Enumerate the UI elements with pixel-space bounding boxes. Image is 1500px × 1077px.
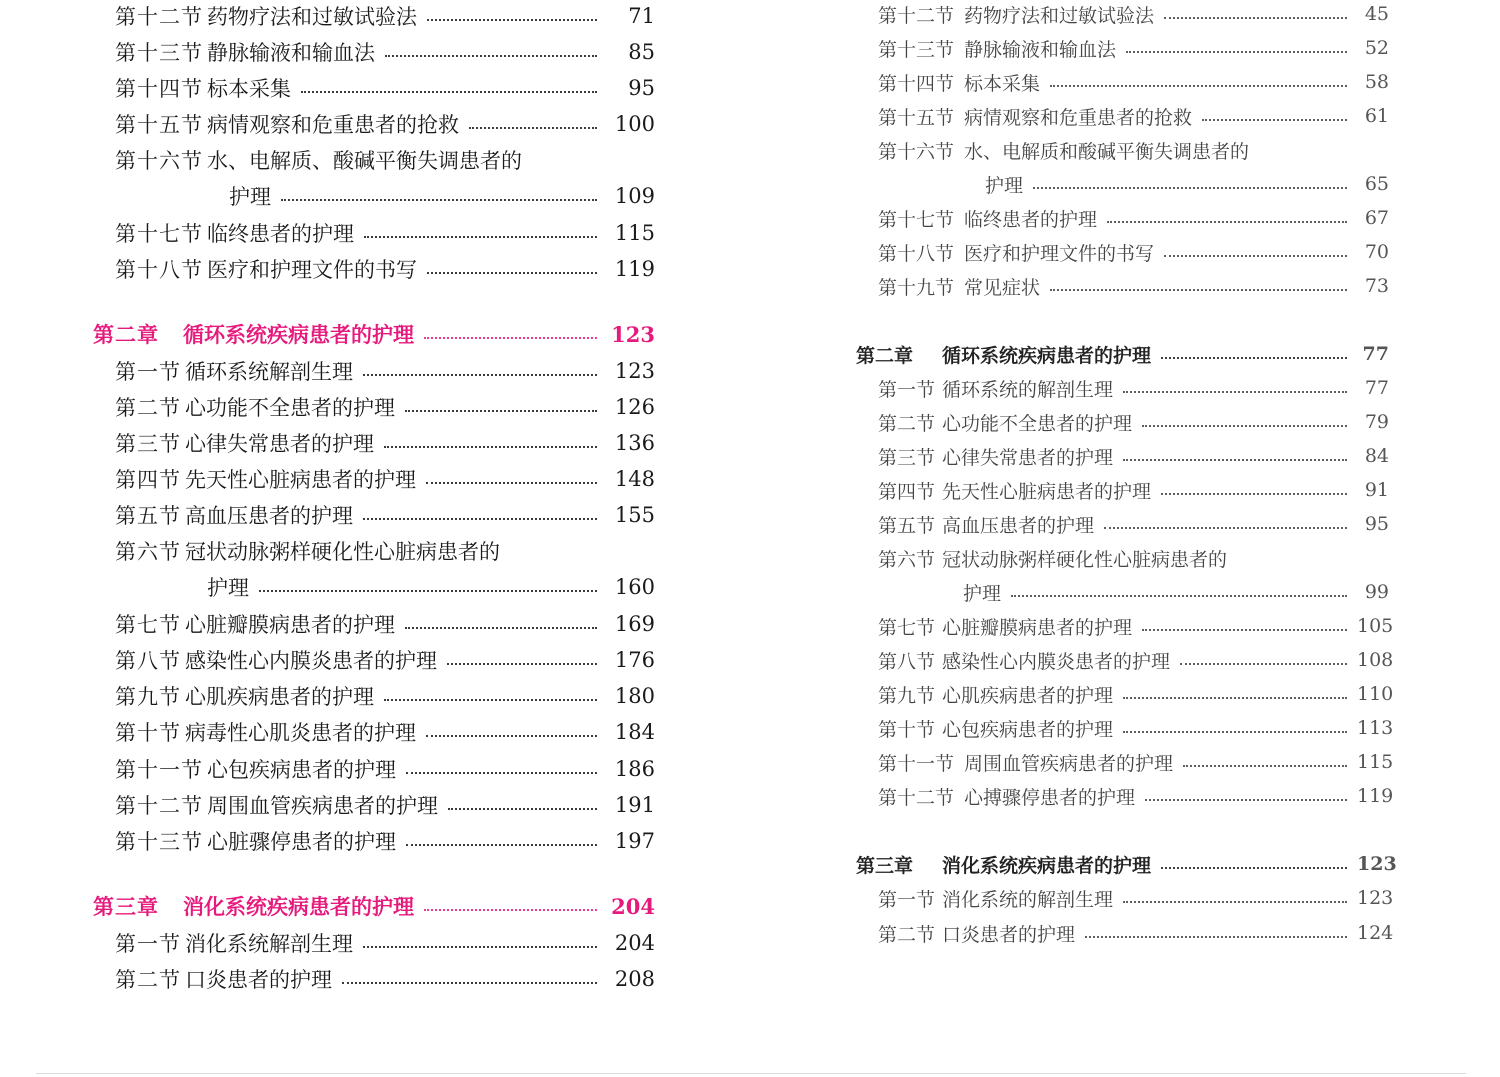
page-number: 113 [1357,717,1394,739]
section-number: 第十三节 [878,38,955,61]
page-number: 123 [1357,887,1394,909]
page-number: 136 [614,431,655,455]
toc-section-row [878,544,1389,572]
toc-section-row [115,965,655,993]
toc-section-row [229,182,655,210]
dot-leader [405,410,597,412]
toc-section-row [115,682,655,710]
dot-leader [406,772,597,774]
toc-section-row [115,827,655,855]
toc-chapter-row [856,850,1397,878]
page-number: 197 [614,829,655,853]
chapter-number: 第三章 [856,854,914,877]
page-number: 58 [1364,71,1389,93]
dot-leader [1202,119,1347,121]
page-number: 105 [1357,615,1394,637]
dot-leader [363,518,597,520]
chapter-title: 循环系统疾病患者的护理 [942,344,1152,367]
dot-leader [447,663,597,665]
section-number: 第八节 [115,649,181,673]
dot-leader [1142,425,1347,427]
page-number: 110 [1357,683,1394,705]
toc-section-row [115,146,655,174]
toc-section-row [878,442,1389,470]
dot-leader [1050,289,1347,291]
toc-section-row [115,219,655,247]
section-number: 第十五节 [878,106,955,129]
page-number: 160 [614,575,655,599]
page-number: 119 [614,257,655,281]
section-number: 第一节 [878,888,936,911]
section-number: 第二节 [115,968,181,992]
section-title: 病毒性心肌炎患者的护理 [185,721,416,745]
section-title: 循环系统的解剖生理 [942,378,1114,401]
dot-leader [1161,357,1347,359]
section-title: 水、电解质、酸碱平衡失调患者的 [207,149,522,173]
page-number: 77 [1362,343,1389,365]
toc-section-row [878,714,1394,742]
section-number: 第四节 [878,480,936,503]
section-number: 第十二节 [878,4,955,27]
dot-leader [1011,595,1347,597]
dot-leader [363,946,597,948]
section-title: 标本采集 [964,72,1041,95]
page-number: 109 [614,184,655,208]
toc-section-row [878,680,1394,708]
section-number: 第十二节 [115,5,203,29]
dot-leader [364,236,597,238]
dot-leader [1123,391,1347,393]
dot-leader [301,91,597,93]
section-number: 第九节 [878,684,936,707]
section-number: 第十九节 [878,276,955,299]
section-title: 心肌疾病患者的护理 [942,684,1114,707]
section-title: 周围血管疾病患者的护理 [207,794,438,818]
page-number: 100 [614,112,655,136]
section-number: 第一节 [115,932,181,956]
dot-leader [1033,187,1347,189]
dot-leader [424,337,597,339]
page-number: 184 [614,720,655,744]
toc-section-row [115,718,655,746]
section-title: 心包疾病患者的护理 [207,758,396,782]
dot-leader [448,808,597,810]
section-title: 心脏瓣膜病患者的护理 [185,613,395,637]
chapter-number: 第二章 [93,322,159,347]
section-title: 冠状动脉粥样硬化性心脏病患者的 [942,548,1228,571]
section-number: 第十三节 [115,830,203,854]
toc-section-row [878,408,1389,436]
section-title: 心功能不全患者的护理 [942,412,1133,435]
page-number: 208 [614,967,655,991]
page-number: 71 [628,4,655,28]
section-title: 护理 [207,576,249,600]
section-number: 第六节 [878,548,936,571]
dot-leader [1183,765,1347,767]
page-number: 91 [1364,479,1389,501]
dot-leader [427,19,597,21]
dot-leader [1161,867,1347,869]
toc-section-row [115,501,655,529]
page-number: 45 [1364,3,1389,25]
section-title: 冠状动脉粥样硬化性心脏病患者的 [185,540,500,564]
page-number: 108 [1357,649,1394,671]
page-number: 123 [611,321,655,347]
section-number: 第一节 [878,378,936,401]
section-title: 心律失常患者的护理 [185,432,374,456]
page-number: 61 [1364,105,1389,127]
section-number: 第五节 [878,514,936,537]
dot-leader [281,199,597,201]
page-number: 99 [1364,581,1389,603]
section-title: 药物疗法和过敏试验法 [964,4,1155,27]
toc-section-row [115,357,655,385]
toc-section-row [878,476,1389,504]
section-number: 第八节 [878,650,936,673]
toc-section-row [878,646,1394,674]
toc-section-row [878,0,1389,28]
page-number: 123 [614,359,655,383]
toc-section-row [878,884,1394,912]
section-title: 护理 [229,185,271,209]
section-title: 心脏瓣膜病患者的护理 [942,616,1133,639]
page-number: 115 [1357,751,1394,773]
toc-section-row [878,748,1394,776]
section-number: 第十八节 [878,242,955,265]
dot-leader [1123,901,1347,903]
section-title: 临终患者的护理 [207,222,354,246]
page-number: 73 [1364,275,1389,297]
toc-section-row [878,782,1394,810]
page-number: 191 [614,793,655,817]
toc-section-row [878,612,1394,640]
toc-section-row [115,110,655,138]
dot-leader [427,272,597,274]
section-number: 第一节 [115,360,181,384]
section-title: 护理 [963,582,1002,605]
dot-leader [1145,799,1347,801]
page-number: 85 [628,40,655,64]
toc-section-row [878,374,1389,402]
page-number: 204 [611,893,655,919]
dot-leader [363,374,597,376]
page-number: 204 [614,931,655,955]
section-number: 第四节 [115,468,181,492]
section-number: 第二节 [115,396,181,420]
section-title: 水、电解质和酸碱平衡失调患者的 [964,140,1250,163]
section-title: 消化系统的解剖生理 [942,888,1114,911]
section-number: 第十节 [878,718,936,741]
section-number: 第九节 [115,685,181,709]
page-number: 77 [1364,377,1389,399]
section-title: 病情观察和危重患者的抢救 [207,113,459,137]
section-number: 第十二节 [878,786,955,809]
section-title: 静脉输液和输血法 [964,38,1117,61]
toc-section-row [115,429,655,457]
dot-leader [1107,221,1347,223]
page-number: 126 [614,395,655,419]
dot-leader [1104,527,1347,529]
section-title: 心功能不全患者的护理 [185,396,395,420]
section-title: 心律失常患者的护理 [942,446,1114,469]
toc-section-row [115,755,655,783]
toc-section-row [115,393,655,421]
section-title: 护理 [985,174,1024,197]
section-title: 高血压患者的护理 [942,514,1095,537]
chapter-number: 第二章 [856,344,914,367]
section-number: 第十五节 [115,113,203,137]
dot-leader [1123,731,1347,733]
chapter-title: 消化系统疾病患者的护理 [942,854,1152,877]
toc-section-row [115,646,655,674]
section-title: 常见症状 [964,276,1041,299]
toc-section-row [878,238,1389,266]
toc-section-row [115,465,655,493]
section-number: 第十三节 [115,41,203,65]
section-title: 医疗和护理文件的书写 [964,242,1155,265]
section-number: 第三节 [878,446,936,469]
section-title: 感染性心内膜炎患者的护理 [185,649,437,673]
section-number: 第十节 [115,721,181,745]
page-number: 84 [1364,445,1389,467]
dot-leader [406,844,597,846]
dot-leader [426,735,597,737]
chapter-title: 循环系统疾病患者的护理 [183,322,414,347]
dot-leader [469,127,597,129]
dot-leader [385,55,597,57]
section-number: 第十四节 [115,77,203,101]
section-title: 病情观察和危重患者的抢救 [964,106,1193,129]
section-title: 先天性心脏病患者的护理 [942,480,1152,503]
section-number: 第二节 [878,412,936,435]
section-title: 医疗和护理文件的书写 [207,258,417,282]
page-number: 52 [1364,37,1389,59]
page-number: 155 [614,503,655,527]
section-number: 第二节 [878,923,936,946]
section-number: 第三节 [115,432,181,456]
page-number: 124 [1357,922,1394,944]
toc-section-row [878,510,1389,538]
section-number: 第六节 [115,540,181,564]
toc-section-row [878,919,1394,947]
section-title: 心包疾病患者的护理 [942,718,1114,741]
toc-section-row [878,204,1389,232]
toc-section-row [878,136,1389,164]
toc-section-row [115,929,655,957]
dot-leader [1126,51,1347,53]
section-title: 心肌疾病患者的护理 [185,685,374,709]
section-number: 第十二节 [115,794,203,818]
dot-leader [1050,85,1347,87]
dot-leader [1085,936,1347,938]
toc-chapter-row [93,892,655,920]
page-number: 70 [1364,241,1389,263]
dot-leader [1123,697,1347,699]
toc-section-row [115,610,655,638]
toc-section-row [963,578,1389,606]
page-number: 65 [1364,173,1389,195]
page-number: 123 [1357,853,1397,875]
page-number: 169 [614,612,655,636]
section-title: 心搏骤停患者的护理 [964,786,1136,809]
page-number: 180 [614,684,655,708]
dot-leader [426,482,597,484]
section-number: 第七节 [878,616,936,639]
toc-section-row [115,537,655,565]
page-number: 115 [614,221,655,245]
toc-chapter-row [856,340,1389,368]
section-title: 静脉输液和输血法 [207,41,375,65]
toc-section-row [878,68,1389,96]
dot-leader [424,909,597,911]
page-divider [36,1073,1466,1074]
dot-leader [1164,255,1347,257]
dot-leader [1142,629,1347,631]
section-title: 药物疗法和过敏试验法 [207,5,417,29]
dot-leader [384,446,597,448]
section-title: 口炎患者的护理 [942,923,1076,946]
section-number: 第十八节 [115,258,203,282]
chapter-title: 消化系统疾病患者的护理 [183,894,414,919]
page-number: 79 [1364,411,1389,433]
toc-section-row [115,255,655,283]
toc-section-row [985,170,1389,198]
dot-leader [384,699,597,701]
page-number: 95 [628,76,655,100]
toc-section-row [878,102,1389,130]
page-number: 148 [614,467,655,491]
toc-section-row [207,573,655,601]
section-title: 标本采集 [207,77,291,101]
toc-section-row [115,2,655,30]
section-number: 第十七节 [115,222,203,246]
page-number: 186 [614,757,655,781]
section-number: 第十一节 [878,752,955,775]
section-title: 感染性心内膜炎患者的护理 [942,650,1171,673]
section-title: 循环系统解剖生理 [185,360,353,384]
section-number: 第十六节 [115,149,203,173]
dot-leader [1164,17,1347,19]
page-number: 119 [1357,785,1394,807]
section-number: 第十四节 [878,72,955,95]
section-number: 第十六节 [878,140,955,163]
section-title: 临终患者的护理 [964,208,1098,231]
section-title: 心脏骤停患者的护理 [207,830,396,854]
section-title: 消化系统解剖生理 [185,932,353,956]
toc-section-row [878,272,1389,300]
toc-section-row [115,791,655,819]
dot-leader [259,590,597,592]
toc-section-row [878,34,1389,62]
section-number: 第七节 [115,613,181,637]
toc-section-row [115,38,655,66]
dot-leader [1180,663,1347,665]
dot-leader [1161,493,1347,495]
toc-section-row [115,74,655,102]
chapter-number: 第三章 [93,894,159,919]
section-title: 周围血管疾病患者的护理 [964,752,1174,775]
toc-chapter-row [93,320,655,348]
page-number: 176 [614,648,655,672]
section-number: 第五节 [115,504,181,528]
page-number: 67 [1364,207,1389,229]
dot-leader [405,627,597,629]
section-title: 高血压患者的护理 [185,504,353,528]
dot-leader [342,982,597,984]
section-title: 先天性心脏病患者的护理 [185,468,416,492]
section-number: 第十七节 [878,208,955,231]
page-number: 95 [1364,513,1389,535]
dot-leader [1123,459,1347,461]
section-title: 口炎患者的护理 [185,968,332,992]
section-number: 第十一节 [115,758,203,782]
